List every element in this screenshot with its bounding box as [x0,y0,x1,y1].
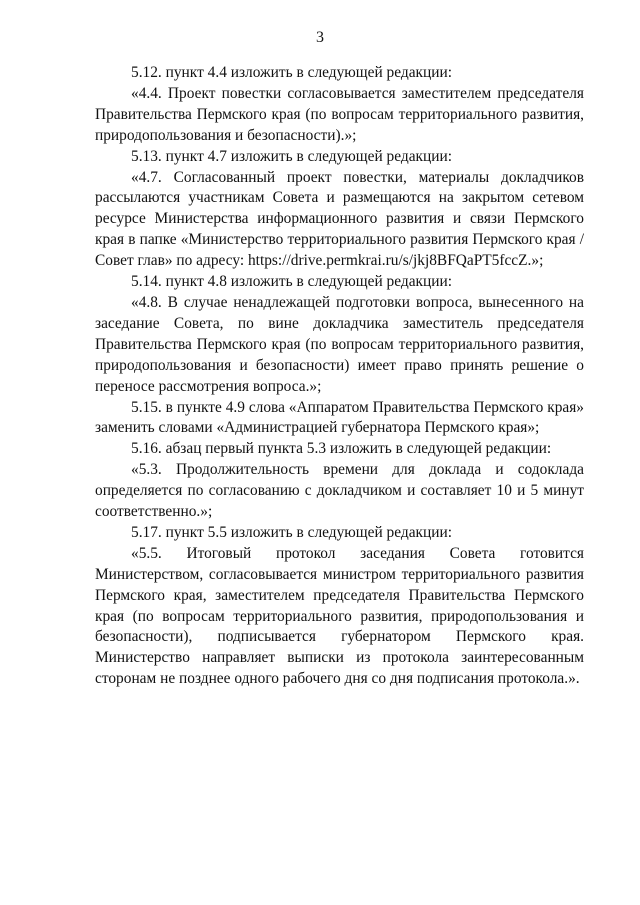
paragraph-5-12: 5.12. пункт 4.4 изложить в следующей редакции: [131,64,452,81]
paragraph-4-4-text: «4.4. Проект повестки согласовывается заместителем председателя Правительства Пермского края (по вопросам территориального развития, природопользования и безопасности).»; [95,84,584,144]
paragraph-5-17: 5.17. пункт 5.5 изложить в следующей редакции: [131,523,452,541]
paragraph-5-13: 5.13. пункт 4.7 изложить в следующей редакции: [131,147,452,165]
paragraph-5-16: 5.16. абзац первый пункта 5.3 изложить в следующей редакции: [131,440,552,458]
paragraph-5-5-text: «5.5. Итоговый протокол заседания Совета готовится Министерством, согласовывается министром территориального развития Пермского края, заместителем председателя Правительства Пермского края (по вопросам территориального развития, природопользования и безопасности), подписывается губернатором Пермского края. Министерство направляет выписки из протокола заинтересованным сторонам не позднее одного рабочего дня со дня подписания протокола.». [95,544,584,688]
paragraph-4-7-text: «4.7. Согласованный проект повестки, материалы докладчиков рассылаются участникам Совета и размещаются на закрытом сетевом ресурсе Министерства информационного развития и связи Пермского края в папке «Министерство территориального развития Пермского края / Совет глав» по адресу: https://drive.permkrai.ru/s/jkj8BFQaPT5fccZ.»; [95,168,584,270]
page-number: 3 [316,29,324,46]
paragraph-5-3-text: «5.3. Продолжительность времени для доклада и содоклада определяется по согласованию с докладчиком и составляет 10 и 5 минут соответственно.»; [95,461,584,521]
document-body [95,63,584,690]
paragraph-4-8-text: «4.8. В случае ненадлежащей подготовки вопроса, вынесенного на заседание Совета, по вине докладчика заместитель председателя Правительства Пермского края (по вопросам территориального развития, природопользования и безопасности) имеет право принять решение о переносе рассмотрения вопроса.»; [95,293,584,395]
paragraph-5-14: 5.14. пункт 4.8 изложить в следующей редакции: [131,273,452,291]
paragraph-5-15: 5.15. в пункте 4.9 слова «Аппаратом Правительства Пермского края» заменить словами «Администрацией губернатора Пермского края»; [95,398,584,437]
